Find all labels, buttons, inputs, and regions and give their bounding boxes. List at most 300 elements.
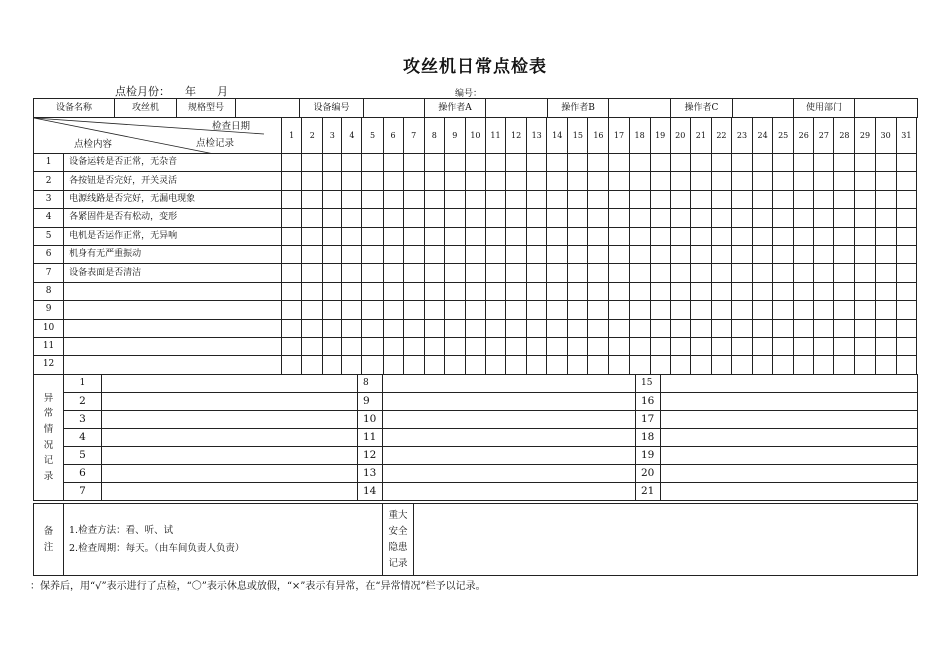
check-cell-day-5[interactable] bbox=[362, 209, 383, 227]
check-cell-day-6[interactable] bbox=[383, 227, 403, 245]
check-cell-day-22[interactable] bbox=[711, 154, 731, 172]
check-cell-day-4[interactable] bbox=[342, 190, 362, 208]
check-cell-day-3[interactable] bbox=[323, 154, 342, 172]
check-cell-day-8[interactable] bbox=[424, 282, 444, 300]
check-cell-day-21[interactable] bbox=[690, 264, 711, 282]
check-cell-day-6[interactable] bbox=[383, 209, 403, 227]
check-cell-day-27[interactable] bbox=[814, 190, 834, 208]
check-cell-day-13[interactable] bbox=[527, 319, 547, 337]
check-cell-day-18[interactable] bbox=[629, 154, 650, 172]
check-cell-day-13[interactable] bbox=[527, 209, 547, 227]
check-cell-day-31[interactable] bbox=[896, 227, 916, 245]
check-cell-day-12[interactable] bbox=[506, 190, 527, 208]
check-cell-day-28[interactable] bbox=[834, 190, 855, 208]
check-cell-day-16[interactable] bbox=[588, 356, 609, 374]
check-cell-day-26[interactable] bbox=[794, 301, 814, 319]
check-cell-day-30[interactable] bbox=[875, 190, 896, 208]
check-cell-day-21[interactable] bbox=[690, 227, 711, 245]
check-cell-day-14[interactable] bbox=[547, 172, 568, 190]
model-value-cell[interactable] bbox=[236, 99, 300, 118]
check-cell-day-18[interactable] bbox=[629, 337, 650, 355]
check-cell-day-22[interactable] bbox=[711, 227, 731, 245]
check-cell-day-4[interactable] bbox=[342, 301, 362, 319]
check-cell-day-1[interactable] bbox=[282, 264, 302, 282]
check-cell-day-9[interactable] bbox=[444, 209, 465, 227]
check-cell-day-2[interactable] bbox=[302, 209, 323, 227]
check-cell-day-15[interactable] bbox=[568, 337, 588, 355]
check-cell-day-28[interactable] bbox=[834, 356, 855, 374]
check-cell-day-17[interactable] bbox=[609, 301, 629, 319]
check-cell-day-27[interactable] bbox=[814, 227, 834, 245]
check-cell-day-9[interactable] bbox=[444, 154, 465, 172]
check-cell-day-12[interactable] bbox=[506, 264, 527, 282]
check-cell-day-18[interactable] bbox=[629, 356, 650, 374]
abnormal-record-cell[interactable] bbox=[102, 375, 358, 393]
check-cell-day-30[interactable] bbox=[875, 282, 896, 300]
check-cell-day-27[interactable] bbox=[814, 245, 834, 263]
check-cell-day-16[interactable] bbox=[588, 190, 609, 208]
abnormal-record-cell[interactable] bbox=[661, 375, 918, 393]
check-cell-day-27[interactable] bbox=[814, 172, 834, 190]
check-cell-day-13[interactable] bbox=[527, 227, 547, 245]
check-cell-day-30[interactable] bbox=[875, 227, 896, 245]
check-cell-day-20[interactable] bbox=[670, 264, 690, 282]
check-cell-day-11[interactable] bbox=[485, 356, 505, 374]
check-cell-day-14[interactable] bbox=[547, 337, 568, 355]
check-cell-day-5[interactable] bbox=[362, 337, 383, 355]
check-cell-day-2[interactable] bbox=[302, 227, 323, 245]
check-cell-day-26[interactable] bbox=[794, 356, 814, 374]
check-cell-day-12[interactable] bbox=[506, 245, 527, 263]
check-cell-day-7[interactable] bbox=[403, 282, 424, 300]
check-cell-day-13[interactable] bbox=[527, 337, 547, 355]
check-cell-day-13[interactable] bbox=[527, 245, 547, 263]
check-cell-day-31[interactable] bbox=[896, 154, 916, 172]
check-cell-day-15[interactable] bbox=[568, 301, 588, 319]
check-cell-day-19[interactable] bbox=[650, 319, 670, 337]
check-cell-day-20[interactable] bbox=[670, 154, 690, 172]
check-cell-day-28[interactable] bbox=[834, 154, 855, 172]
check-cell-day-27[interactable] bbox=[814, 301, 834, 319]
check-cell-day-13[interactable] bbox=[527, 356, 547, 374]
check-cell-day-28[interactable] bbox=[834, 319, 855, 337]
check-cell-day-28[interactable] bbox=[834, 245, 855, 263]
check-cell-day-10[interactable] bbox=[465, 282, 485, 300]
check-cell-day-19[interactable] bbox=[650, 172, 670, 190]
check-cell-day-13[interactable] bbox=[527, 190, 547, 208]
check-cell-day-3[interactable] bbox=[323, 245, 342, 263]
check-cell-day-2[interactable] bbox=[302, 264, 323, 282]
check-cell-day-22[interactable] bbox=[711, 209, 731, 227]
check-cell-day-16[interactable] bbox=[588, 319, 609, 337]
check-cell-day-22[interactable] bbox=[711, 319, 731, 337]
check-cell-day-29[interactable] bbox=[855, 301, 875, 319]
check-cell-day-26[interactable] bbox=[794, 337, 814, 355]
abnormal-record-cell[interactable] bbox=[383, 447, 636, 465]
check-cell-day-23[interactable] bbox=[731, 282, 752, 300]
check-cell-day-12[interactable] bbox=[506, 227, 527, 245]
check-cell-day-25[interactable] bbox=[773, 190, 794, 208]
check-cell-day-11[interactable] bbox=[485, 245, 505, 263]
check-cell-day-11[interactable] bbox=[485, 264, 505, 282]
check-cell-day-29[interactable] bbox=[855, 282, 875, 300]
check-cell-day-22[interactable] bbox=[711, 190, 731, 208]
check-cell-day-23[interactable] bbox=[731, 264, 752, 282]
check-cell-day-3[interactable] bbox=[323, 172, 342, 190]
check-cell-day-11[interactable] bbox=[485, 190, 505, 208]
check-cell-day-9[interactable] bbox=[444, 282, 465, 300]
check-cell-day-19[interactable] bbox=[650, 245, 670, 263]
check-cell-day-3[interactable] bbox=[323, 190, 342, 208]
check-cell-day-21[interactable] bbox=[690, 356, 711, 374]
check-cell-day-17[interactable] bbox=[609, 282, 629, 300]
check-cell-day-6[interactable] bbox=[383, 282, 403, 300]
check-cell-day-29[interactable] bbox=[855, 172, 875, 190]
check-cell-day-17[interactable] bbox=[609, 154, 629, 172]
check-cell-day-7[interactable] bbox=[403, 337, 424, 355]
check-cell-day-25[interactable] bbox=[773, 356, 794, 374]
abnormal-record-cell[interactable] bbox=[102, 465, 358, 483]
check-cell-day-28[interactable] bbox=[834, 301, 855, 319]
check-cell-day-31[interactable] bbox=[896, 172, 916, 190]
check-cell-day-26[interactable] bbox=[794, 227, 814, 245]
check-cell-day-23[interactable] bbox=[731, 227, 752, 245]
abnormal-record-cell[interactable] bbox=[661, 411, 918, 429]
check-cell-day-26[interactable] bbox=[794, 190, 814, 208]
check-cell-day-26[interactable] bbox=[794, 264, 814, 282]
check-cell-day-18[interactable] bbox=[629, 172, 650, 190]
check-cell-day-5[interactable] bbox=[362, 227, 383, 245]
check-cell-day-9[interactable] bbox=[444, 356, 465, 374]
check-cell-day-12[interactable] bbox=[506, 282, 527, 300]
check-cell-day-19[interactable] bbox=[650, 301, 670, 319]
check-cell-day-18[interactable] bbox=[629, 227, 650, 245]
check-cell-day-14[interactable] bbox=[547, 154, 568, 172]
check-cell-day-6[interactable] bbox=[383, 356, 403, 374]
check-cell-day-23[interactable] bbox=[731, 190, 752, 208]
abnormal-record-cell[interactable] bbox=[383, 393, 636, 411]
check-cell-day-19[interactable] bbox=[650, 282, 670, 300]
check-cell-day-23[interactable] bbox=[731, 356, 752, 374]
check-cell-day-31[interactable] bbox=[896, 319, 916, 337]
check-cell-day-8[interactable] bbox=[424, 227, 444, 245]
check-cell-day-30[interactable] bbox=[875, 356, 896, 374]
check-cell-day-19[interactable] bbox=[650, 356, 670, 374]
check-cell-day-8[interactable] bbox=[424, 190, 444, 208]
check-cell-day-20[interactable] bbox=[670, 282, 690, 300]
check-cell-day-30[interactable] bbox=[875, 319, 896, 337]
check-cell-day-11[interactable] bbox=[485, 172, 505, 190]
check-cell-day-16[interactable] bbox=[588, 282, 609, 300]
check-cell-day-18[interactable] bbox=[629, 190, 650, 208]
check-cell-day-2[interactable] bbox=[302, 337, 323, 355]
check-cell-day-1[interactable] bbox=[282, 356, 302, 374]
check-cell-day-24[interactable] bbox=[753, 209, 773, 227]
check-cell-day-31[interactable] bbox=[896, 245, 916, 263]
check-cell-day-20[interactable] bbox=[670, 190, 690, 208]
check-cell-day-21[interactable] bbox=[690, 172, 711, 190]
check-cell-day-8[interactable] bbox=[424, 319, 444, 337]
check-cell-day-11[interactable] bbox=[485, 282, 505, 300]
check-cell-day-13[interactable] bbox=[527, 172, 547, 190]
check-cell-day-29[interactable] bbox=[855, 356, 875, 374]
check-cell-day-3[interactable] bbox=[323, 356, 342, 374]
check-cell-day-15[interactable] bbox=[568, 154, 588, 172]
check-cell-day-7[interactable] bbox=[403, 356, 424, 374]
check-cell-day-27[interactable] bbox=[814, 264, 834, 282]
check-cell-day-1[interactable] bbox=[282, 245, 302, 263]
check-cell-day-15[interactable] bbox=[568, 282, 588, 300]
check-cell-day-9[interactable] bbox=[444, 264, 465, 282]
check-cell-day-2[interactable] bbox=[302, 245, 323, 263]
check-cell-day-17[interactable] bbox=[609, 337, 629, 355]
check-cell-day-25[interactable] bbox=[773, 172, 794, 190]
check-cell-day-22[interactable] bbox=[711, 356, 731, 374]
check-cell-day-28[interactable] bbox=[834, 282, 855, 300]
abnormal-record-cell[interactable] bbox=[661, 447, 918, 465]
check-cell-day-6[interactable] bbox=[383, 319, 403, 337]
check-cell-day-30[interactable] bbox=[875, 172, 896, 190]
check-cell-day-19[interactable] bbox=[650, 337, 670, 355]
check-cell-day-28[interactable] bbox=[834, 337, 855, 355]
check-cell-day-30[interactable] bbox=[875, 264, 896, 282]
check-cell-day-25[interactable] bbox=[773, 245, 794, 263]
check-cell-day-11[interactable] bbox=[485, 154, 505, 172]
check-cell-day-18[interactable] bbox=[629, 245, 650, 263]
check-cell-day-5[interactable] bbox=[362, 301, 383, 319]
check-cell-day-26[interactable] bbox=[794, 154, 814, 172]
check-cell-day-25[interactable] bbox=[773, 319, 794, 337]
check-cell-day-21[interactable] bbox=[690, 319, 711, 337]
check-cell-day-8[interactable] bbox=[424, 264, 444, 282]
check-cell-day-8[interactable] bbox=[424, 356, 444, 374]
check-cell-day-14[interactable] bbox=[547, 356, 568, 374]
check-cell-day-25[interactable] bbox=[773, 337, 794, 355]
check-cell-day-27[interactable] bbox=[814, 356, 834, 374]
check-cell-day-4[interactable] bbox=[342, 245, 362, 263]
check-cell-day-29[interactable] bbox=[855, 264, 875, 282]
check-cell-day-12[interactable] bbox=[506, 337, 527, 355]
check-cell-day-26[interactable] bbox=[794, 172, 814, 190]
check-cell-day-6[interactable] bbox=[383, 301, 403, 319]
check-cell-day-12[interactable] bbox=[506, 356, 527, 374]
check-cell-day-16[interactable] bbox=[588, 337, 609, 355]
check-cell-day-7[interactable] bbox=[403, 264, 424, 282]
check-cell-day-11[interactable] bbox=[485, 301, 505, 319]
check-cell-day-6[interactable] bbox=[383, 337, 403, 355]
check-cell-day-3[interactable] bbox=[323, 319, 342, 337]
check-cell-day-10[interactable] bbox=[465, 356, 485, 374]
check-cell-day-21[interactable] bbox=[690, 245, 711, 263]
check-cell-day-10[interactable] bbox=[465, 301, 485, 319]
check-cell-day-3[interactable] bbox=[323, 301, 342, 319]
check-cell-day-13[interactable] bbox=[527, 154, 547, 172]
check-cell-day-5[interactable] bbox=[362, 356, 383, 374]
check-cell-day-15[interactable] bbox=[568, 209, 588, 227]
check-cell-day-2[interactable] bbox=[302, 356, 323, 374]
check-cell-day-15[interactable] bbox=[568, 356, 588, 374]
check-cell-day-3[interactable] bbox=[323, 227, 342, 245]
check-cell-day-13[interactable] bbox=[527, 282, 547, 300]
check-cell-day-1[interactable] bbox=[282, 337, 302, 355]
check-cell-day-10[interactable] bbox=[465, 227, 485, 245]
check-cell-day-17[interactable] bbox=[609, 209, 629, 227]
operator-c-cell[interactable] bbox=[733, 99, 794, 118]
check-cell-day-6[interactable] bbox=[383, 190, 403, 208]
check-cell-day-6[interactable] bbox=[383, 264, 403, 282]
check-cell-day-9[interactable] bbox=[444, 337, 465, 355]
check-cell-day-14[interactable] bbox=[547, 209, 568, 227]
check-cell-day-24[interactable] bbox=[753, 227, 773, 245]
check-cell-day-27[interactable] bbox=[814, 319, 834, 337]
check-cell-day-25[interactable] bbox=[773, 282, 794, 300]
check-cell-day-1[interactable] bbox=[282, 227, 302, 245]
check-cell-day-17[interactable] bbox=[609, 264, 629, 282]
check-cell-day-21[interactable] bbox=[690, 337, 711, 355]
check-cell-day-5[interactable] bbox=[362, 172, 383, 190]
check-cell-day-29[interactable] bbox=[855, 154, 875, 172]
check-cell-day-19[interactable] bbox=[650, 227, 670, 245]
check-cell-day-20[interactable] bbox=[670, 301, 690, 319]
check-cell-day-8[interactable] bbox=[424, 209, 444, 227]
check-cell-day-20[interactable] bbox=[670, 356, 690, 374]
check-cell-day-25[interactable] bbox=[773, 301, 794, 319]
operator-a-cell[interactable] bbox=[486, 99, 548, 118]
check-cell-day-15[interactable] bbox=[568, 190, 588, 208]
check-cell-day-5[interactable] bbox=[362, 319, 383, 337]
check-cell-day-14[interactable] bbox=[547, 245, 568, 263]
check-cell-day-10[interactable] bbox=[465, 319, 485, 337]
check-cell-day-7[interactable] bbox=[403, 154, 424, 172]
check-cell-day-19[interactable] bbox=[650, 264, 670, 282]
check-cell-day-24[interactable] bbox=[753, 282, 773, 300]
check-cell-day-1[interactable] bbox=[282, 301, 302, 319]
check-cell-day-19[interactable] bbox=[650, 209, 670, 227]
abnormal-record-cell[interactable] bbox=[661, 393, 918, 411]
check-cell-day-24[interactable] bbox=[753, 190, 773, 208]
check-cell-day-10[interactable] bbox=[465, 190, 485, 208]
check-cell-day-24[interactable] bbox=[753, 301, 773, 319]
check-cell-day-15[interactable] bbox=[568, 245, 588, 263]
check-cell-day-24[interactable] bbox=[753, 356, 773, 374]
abnormal-record-cell[interactable] bbox=[383, 375, 636, 393]
check-cell-day-11[interactable] bbox=[485, 319, 505, 337]
major-hazard-record-cell[interactable] bbox=[414, 504, 918, 576]
check-cell-day-30[interactable] bbox=[875, 245, 896, 263]
check-cell-day-13[interactable] bbox=[527, 301, 547, 319]
check-cell-day-25[interactable] bbox=[773, 227, 794, 245]
check-cell-day-22[interactable] bbox=[711, 282, 731, 300]
check-cell-day-19[interactable] bbox=[650, 190, 670, 208]
check-cell-day-28[interactable] bbox=[834, 172, 855, 190]
check-cell-day-12[interactable] bbox=[506, 301, 527, 319]
check-cell-day-1[interactable] bbox=[282, 154, 302, 172]
check-cell-day-17[interactable] bbox=[609, 319, 629, 337]
check-cell-day-22[interactable] bbox=[711, 301, 731, 319]
check-cell-day-29[interactable] bbox=[855, 337, 875, 355]
check-cell-day-22[interactable] bbox=[711, 264, 731, 282]
check-cell-day-1[interactable] bbox=[282, 190, 302, 208]
check-cell-day-3[interactable] bbox=[323, 209, 342, 227]
check-cell-day-9[interactable] bbox=[444, 319, 465, 337]
check-cell-day-24[interactable] bbox=[753, 319, 773, 337]
check-cell-day-22[interactable] bbox=[711, 245, 731, 263]
check-cell-day-12[interactable] bbox=[506, 319, 527, 337]
check-cell-day-31[interactable] bbox=[896, 209, 916, 227]
check-cell-day-24[interactable] bbox=[753, 264, 773, 282]
check-cell-day-26[interactable] bbox=[794, 245, 814, 263]
check-cell-day-30[interactable] bbox=[875, 154, 896, 172]
check-cell-day-9[interactable] bbox=[444, 190, 465, 208]
check-cell-day-30[interactable] bbox=[875, 209, 896, 227]
abnormal-record-cell[interactable] bbox=[383, 483, 636, 501]
check-cell-day-22[interactable] bbox=[711, 337, 731, 355]
check-cell-day-3[interactable] bbox=[323, 282, 342, 300]
check-cell-day-23[interactable] bbox=[731, 172, 752, 190]
check-cell-day-25[interactable] bbox=[773, 209, 794, 227]
abnormal-record-cell[interactable] bbox=[661, 483, 918, 501]
check-cell-day-4[interactable] bbox=[342, 227, 362, 245]
check-cell-day-17[interactable] bbox=[609, 245, 629, 263]
check-cell-day-16[interactable] bbox=[588, 301, 609, 319]
abnormal-record-cell[interactable] bbox=[102, 483, 358, 501]
check-cell-day-26[interactable] bbox=[794, 282, 814, 300]
check-cell-day-4[interactable] bbox=[342, 154, 362, 172]
check-cell-day-16[interactable] bbox=[588, 245, 609, 263]
check-cell-day-4[interactable] bbox=[342, 264, 362, 282]
check-cell-day-23[interactable] bbox=[731, 301, 752, 319]
check-cell-day-14[interactable] bbox=[547, 227, 568, 245]
abnormal-record-cell[interactable] bbox=[661, 465, 918, 483]
check-cell-day-30[interactable] bbox=[875, 301, 896, 319]
check-cell-day-18[interactable] bbox=[629, 319, 650, 337]
check-cell-day-21[interactable] bbox=[690, 282, 711, 300]
check-cell-day-17[interactable] bbox=[609, 356, 629, 374]
check-cell-day-21[interactable] bbox=[690, 154, 711, 172]
check-cell-day-9[interactable] bbox=[444, 301, 465, 319]
check-cell-day-22[interactable] bbox=[711, 172, 731, 190]
check-cell-day-27[interactable] bbox=[814, 337, 834, 355]
check-cell-day-26[interactable] bbox=[794, 319, 814, 337]
check-cell-day-8[interactable] bbox=[424, 172, 444, 190]
check-cell-day-28[interactable] bbox=[834, 227, 855, 245]
check-cell-day-18[interactable] bbox=[629, 209, 650, 227]
check-cell-day-23[interactable] bbox=[731, 337, 752, 355]
check-cell-day-20[interactable] bbox=[670, 209, 690, 227]
check-cell-day-18[interactable] bbox=[629, 282, 650, 300]
check-cell-day-20[interactable] bbox=[670, 172, 690, 190]
check-cell-day-27[interactable] bbox=[814, 209, 834, 227]
check-cell-day-10[interactable] bbox=[465, 154, 485, 172]
check-cell-day-2[interactable] bbox=[302, 190, 323, 208]
check-cell-day-13[interactable] bbox=[527, 264, 547, 282]
check-cell-day-2[interactable] bbox=[302, 172, 323, 190]
check-cell-day-11[interactable] bbox=[485, 337, 505, 355]
check-cell-day-15[interactable] bbox=[568, 172, 588, 190]
check-cell-day-28[interactable] bbox=[834, 264, 855, 282]
check-cell-day-23[interactable] bbox=[731, 245, 752, 263]
check-cell-day-16[interactable] bbox=[588, 227, 609, 245]
check-cell-day-12[interactable] bbox=[506, 209, 527, 227]
check-cell-day-10[interactable] bbox=[465, 245, 485, 263]
check-cell-day-28[interactable] bbox=[834, 209, 855, 227]
check-cell-day-17[interactable] bbox=[609, 227, 629, 245]
check-cell-day-7[interactable] bbox=[403, 190, 424, 208]
abnormal-record-cell[interactable] bbox=[383, 465, 636, 483]
operator-b-cell[interactable] bbox=[609, 99, 671, 118]
check-cell-day-8[interactable] bbox=[424, 154, 444, 172]
check-cell-day-27[interactable] bbox=[814, 282, 834, 300]
